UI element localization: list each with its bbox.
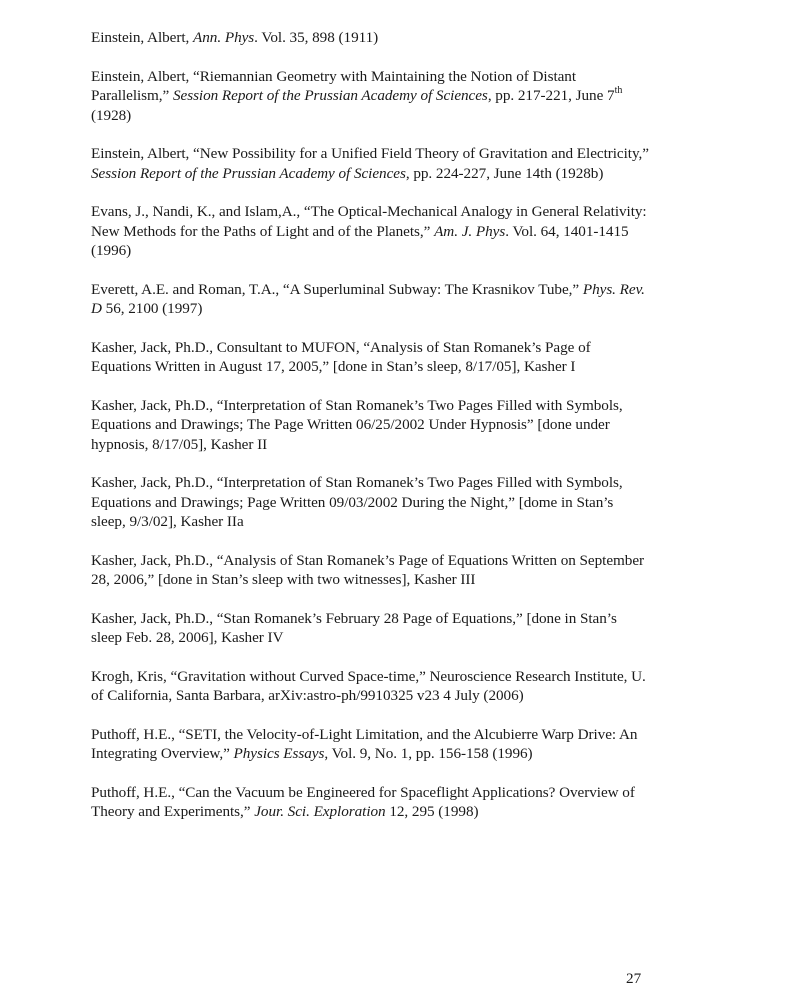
reference-entry bbox=[91, 725, 651, 764]
reference-italic-text: Am. J. Phys bbox=[434, 222, 506, 240]
reference-italic-text: Ann. Phys bbox=[193, 29, 255, 46]
reference-italic-text: Session Report of the Prussian Academy of Sciences bbox=[91, 164, 406, 182]
reference-list bbox=[91, 28, 651, 841]
reference-text: Kasher, Jack, Ph.D., “Stan Romanek’s February 28 Page of Equations,” [done in Stan’s sleep Feb. 28, 2006], Kasher IV bbox=[91, 609, 617, 646]
reference-text: , Vol. 9, No. 1, pp. 156-158 (1996) bbox=[324, 745, 533, 762]
reference-text: (1928) bbox=[91, 106, 132, 124]
reference-italic-text: Physics Essays bbox=[233, 745, 325, 762]
reference-text: . Vol. 64, 1401-1415 (1996) bbox=[91, 222, 629, 259]
reference-entry bbox=[91, 551, 651, 590]
reference-italic-text: Session Report of the Prussian Academy of Sciences bbox=[172, 87, 488, 104]
reference-entry bbox=[91, 67, 651, 126]
reference-entry bbox=[91, 473, 651, 532]
reference-text: Kasher, Jack, Ph.D., Consultant to MUFON, “Analysis of Stan Romanek’s Page of Equations Written in August 17, 2005,” [done in Stan’s sleep, 8/17/05], Kasher I bbox=[91, 338, 591, 375]
reference-entry bbox=[91, 28, 651, 48]
reference-italic-text: Jour. Sci. Exploration bbox=[254, 803, 386, 820]
reference-entry bbox=[91, 396, 651, 455]
reference-superscript: th bbox=[614, 84, 623, 96]
reference-text: Krogh, Kris, “Gravitation without Curved Space-time,” Neuroscience Research Institute, U. of California, Santa Barbara, arXiv:astro-ph/9910325 v23 4 July (2006) bbox=[91, 667, 646, 704]
reference-text: 56, 2100 (1997) bbox=[101, 300, 203, 317]
reference-entry bbox=[91, 609, 651, 648]
reference-text: Puthoff, H.E., “Can the Vacuum be Engineered for Spaceflight Applications? Overview of Theory and Experiments,” bbox=[91, 783, 635, 820]
reference-entry bbox=[91, 667, 651, 706]
reference-text: 12, 295 (1998) bbox=[385, 803, 479, 820]
reference-text: Einstein, Albert, “New Possibility for a Unified Field Theory of Gravitation and Electricity,” bbox=[91, 145, 649, 162]
reference-entry bbox=[91, 280, 651, 319]
reference-text: Einstein, Albert, “Riemannian Geometry with Maintaining the Notion of Distant Parallelism,” bbox=[91, 67, 577, 104]
reference-text: Kasher, Jack, Ph.D., “Analysis of Stan Romanek’s Page of Equations Written on September 28, 2006,” [done in Stan’s sleep with two witnesses], Kasher III bbox=[91, 551, 645, 588]
reference-text: Einstein, Albert, bbox=[91, 29, 194, 46]
reference-entry bbox=[91, 202, 651, 261]
reference-text: Puthoff, H.E., “SETI, the Velocity-of-Light Limitation, and the Alcubierre Warp Drive: An Integrating Overview,” bbox=[91, 725, 638, 762]
reference-entry bbox=[91, 338, 651, 377]
reference-text: Evans, J., Nandi, K., and Islam,A., “The Optical-Mechanical Analogy in General Relativity: New Methods for the Paths of Light and of the Planets,” bbox=[91, 203, 647, 240]
reference-italic-text: Phys. Rev. D bbox=[91, 280, 645, 317]
page-number: 27 bbox=[626, 970, 642, 987]
reference-text: . Vol. 35, 898 (1911) bbox=[254, 29, 379, 46]
reference-entry bbox=[91, 783, 651, 822]
reference-entry bbox=[91, 144, 651, 183]
reference-text: , pp. 224-227, June 14th (1928b) bbox=[405, 164, 604, 182]
reference-text: Kasher, Jack, Ph.D., “Interpretation of Stan Romanek’s Two Pages Filled with Symbols, Equations and Drawings; Page Written 09/03/2002 During the Night,” [dome in Stan’s sleep, 9/3/02], Kasher IIa bbox=[91, 474, 623, 530]
reference-text: , pp. 217-221, June 7 bbox=[487, 87, 615, 104]
reference-text: Everett, A.E. and Roman, T.A., “A Superluminal Subway: The Krasnikov Tube,” bbox=[91, 280, 583, 298]
reference-text: Kasher, Jack, Ph.D., “Interpretation of Stan Romanek’s Two Pages Filled with Symbols, Equations and Drawings; The Page Written 06/25/2002 Under Hypnosis” [done under hypnosis, 8/17/05], Kasher II bbox=[91, 396, 623, 453]
